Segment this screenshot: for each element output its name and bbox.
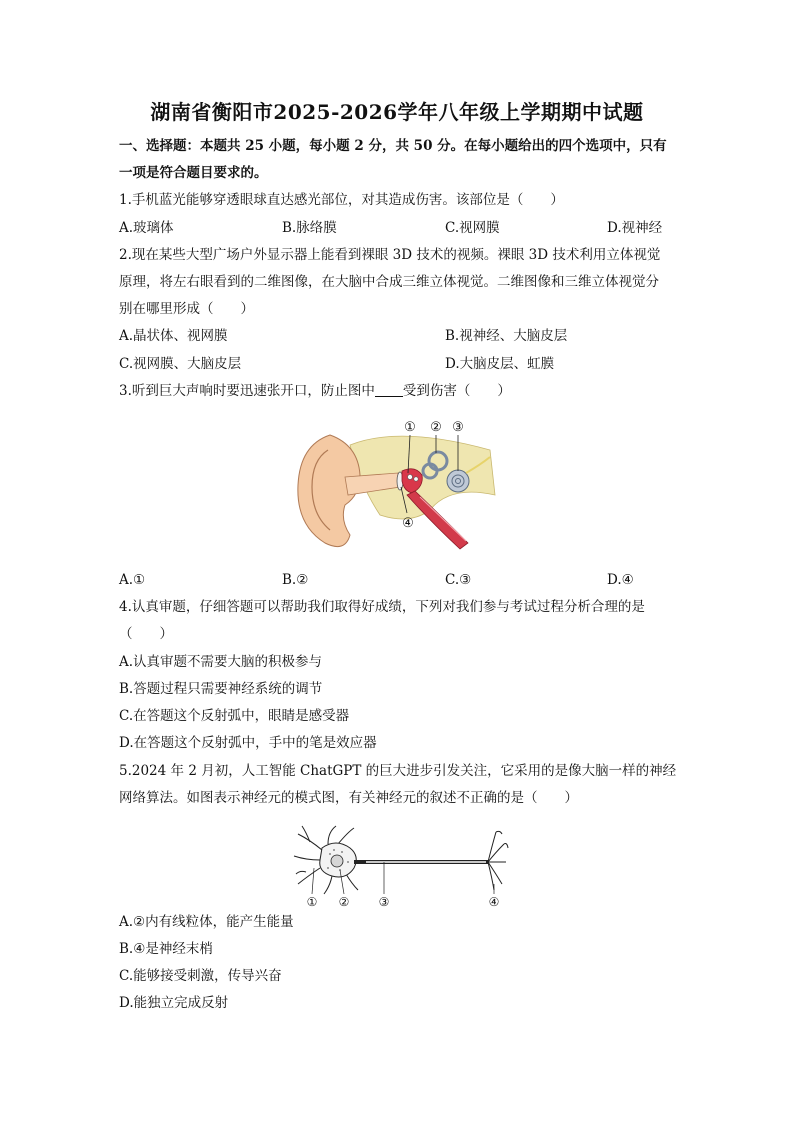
- q3-option-d: D.④: [607, 572, 634, 588]
- ear-structure-diagram: [290, 415, 500, 555]
- q4-stem-line2: （ ）: [119, 626, 173, 642]
- q2-option-d: D.大脑皮层、虹膜: [445, 356, 555, 372]
- diagram-label-2: ②: [338, 895, 350, 908]
- eustachian-tube-highlight: [420, 497, 466, 541]
- q2-option-c: C.视网膜、大脑皮层: [119, 356, 242, 372]
- q3-option-b: B.②: [282, 572, 309, 588]
- q5-option-d: D.能独立完成反射: [119, 995, 229, 1011]
- q3-option-a: A.①: [119, 572, 146, 588]
- nerve-endings: [488, 831, 508, 890]
- diagram-label-4: ④: [402, 516, 414, 531]
- page-title: 湖南省衡阳市2025-2026学年八年级上学期期中试题: [150, 100, 644, 124]
- q5-option-c: C.能够接受刺激，传导兴奋: [119, 968, 282, 984]
- q3-stem-post: 受到伤害（ ）: [402, 383, 511, 399]
- q2-option-a: A.晶状体、视网膜: [119, 328, 228, 344]
- q3-stem-pre: 3.听到巨大声响时要迅速张开口，防止图中: [119, 383, 375, 399]
- section-instructions-line1: 一、选择题：本题共 25 小题，每小题 2 分，共 50 分。在每小题给出的四个选项中，只有: [119, 138, 667, 154]
- ossicle: [414, 477, 418, 481]
- q2-stem-line3: 别在哪里形成（ ）: [119, 301, 254, 317]
- answer-blank: [375, 382, 403, 397]
- section-instructions-line2: 一项是符合题目要求的。: [119, 165, 268, 181]
- diagram-label-1: ①: [306, 895, 318, 908]
- diagram-label-3: ③: [378, 895, 390, 908]
- q1-option-c: C.视网膜: [445, 220, 500, 236]
- q1-option-d: D.视神经: [607, 220, 663, 236]
- q5-option-b: B.④是神经末梢: [119, 941, 213, 957]
- neuron-structure-diagram: [292, 822, 510, 908]
- q4-option-c: C.在答题这个反射弧中，眼睛是感受器: [119, 708, 350, 724]
- q1-option-b: B.脉络膜: [282, 220, 337, 236]
- q3-stem: [119, 381, 511, 401]
- q5-stem-line2: 网络算法。如图表示神经元的模式图，有关神经元的叙述不正确的是（ ）: [119, 790, 578, 806]
- q4-option-b: B.答题过程只需要神经系统的调节: [119, 681, 323, 697]
- diagram-label-1: ①: [404, 420, 416, 435]
- q4-option-a: A.认真审题不需要大脑的积极参与: [119, 654, 323, 670]
- diagram-label-2: ②: [430, 420, 442, 435]
- q1-stem: 1.手机蓝光能够穿透眼球直达感光部位，对其造成伤害。该部位是（ ）: [119, 192, 564, 208]
- ossicle: [408, 475, 413, 480]
- diagram-label-4: ④: [488, 895, 500, 908]
- q2-stem-line1: 2.现在某些大型广场户外显示器上能看到裸眼 3D 技术的视频。裸眼 3D 技术利用立体视觉: [119, 247, 661, 263]
- cochlea: [447, 470, 469, 492]
- q2-stem-line2: 原理，将左右眼看到的二维图像，在大脑中合成三维立体视觉。二维图像和三维立体视觉分: [119, 274, 659, 290]
- label-line-1: [312, 868, 314, 894]
- q5-option-a: A.②内有线粒体，能产生能量: [119, 914, 294, 930]
- q2-option-b: B.视神经、大脑皮层: [445, 328, 568, 344]
- q3-option-c: C.③: [445, 572, 472, 588]
- q1-option-a: A.玻璃体: [119, 220, 174, 236]
- q5-stem-line1: 5.2024 年 2 月初，人工智能 ChatGPT 的巨大进步引发关注，它采用的是像大脑一样的神经: [119, 763, 677, 779]
- q4-option-d: D.在答题这个反射弧中，手中的笔是效应器: [119, 735, 377, 751]
- diagram-label-3: ③: [452, 420, 464, 435]
- nucleus: [331, 855, 343, 867]
- q4-stem-line1: 4.认真审题，仔细答题可以帮助我们取得好成绩，下列对我们参与考试过程分析合理的是: [119, 599, 645, 615]
